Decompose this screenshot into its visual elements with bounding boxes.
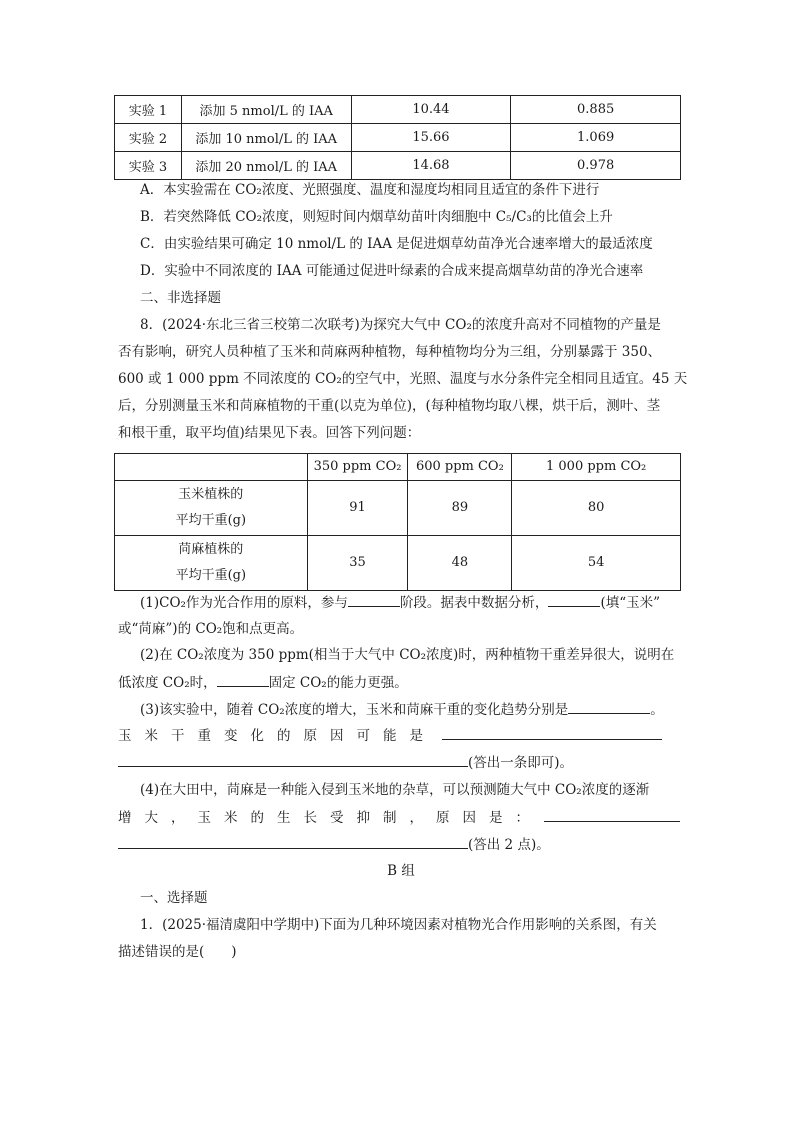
- section-heading: 二、非选择题: [140, 290, 221, 306]
- text: (答出 2 点)。: [468, 837, 550, 853]
- section-heading: 一、选择题: [140, 890, 208, 906]
- row-label-line: 玉米植株的: [178, 487, 244, 502]
- table-row: [115, 96, 681, 124]
- experiment-table: [114, 95, 681, 180]
- row-label-line: 平均干重(g): [175, 513, 247, 528]
- sub-question-4-cont: [118, 807, 684, 828]
- table-cell: 实验 1: [115, 96, 182, 124]
- text: 固定 CO₂的能力更强。: [268, 675, 408, 691]
- table-cell: 48: [408, 536, 512, 591]
- sub-question-3-cont: [118, 752, 684, 773]
- table-header: 600 ppm CO₂: [408, 454, 512, 481]
- table-row: [115, 481, 681, 536]
- option-d: D．实验中不同浓度的 IAA 可能通过促进叶绿素的合成来提高烟草幼苗的净光合速率: [140, 263, 644, 279]
- option-a: A．本实验需在 CO₂浓度、光照强度、温度和湿度均相同且适宜的条件下进行: [140, 182, 600, 198]
- table-row: [115, 536, 681, 591]
- table-cell: 14.68: [351, 152, 511, 180]
- sub-question-4: (4)在大田中，苘麻是一种能入侵到玉米地的杂草，可以预测随大气中 CO₂浓度的逐渐: [140, 782, 650, 798]
- table-cell: 35: [307, 536, 408, 591]
- table-cell: 89: [408, 481, 512, 536]
- table-cell: 54: [512, 536, 681, 591]
- text: 增大，玉米的生长受抑制，原因是：: [118, 810, 542, 826]
- text: 低浓度 CO₂时，: [118, 675, 217, 691]
- dry-weight-table: [114, 453, 681, 591]
- sub-question-3: [140, 699, 706, 720]
- question-line: 1．(2025·福清虞阳中学期中)下面为几种环境因素对植物光合作用影响的关系图，有关: [140, 917, 657, 933]
- question-line: 描述错误的是( ): [118, 944, 237, 960]
- table-header: 350 ppm CO₂: [307, 454, 408, 481]
- question-line: 和根干重，取平均值)结果见下表。回答下列问题：: [118, 425, 421, 441]
- table-header-row: [115, 454, 681, 481]
- text: (1)CO₂作为光合作用的原料，参与: [140, 595, 348, 611]
- text: 。: [650, 702, 664, 718]
- row-label-line: 平均干重(g): [175, 568, 247, 583]
- table-cell: 添加 5 nmol/L 的 IAA: [181, 96, 351, 124]
- answer-blank[interactable]: [544, 807, 680, 822]
- table-cell: 实验 3: [115, 152, 182, 180]
- question-line: 600 或 1 000 ppm 不同浓度的 CO₂的空气中，光照、温度与水分条件完全相同且适宜。45 天: [118, 371, 688, 387]
- text: 玉米干重变化的原因可能是: [118, 728, 436, 744]
- table-cell: 实验 2: [115, 124, 182, 152]
- group-heading: B 组: [387, 863, 415, 879]
- row-label: [115, 536, 308, 591]
- row-label: [115, 481, 308, 536]
- question-line: 8．(2024·东北三省三校第二次联考)为探究大气中 CO₂的浓度升高对不同植物的产量是: [140, 317, 661, 333]
- text: (3)该实验中，随着 CO₂浓度的增大，玉米和苘麻干重的变化趋势分别是: [140, 702, 569, 718]
- answer-blank[interactable]: [568, 699, 650, 714]
- table-cell: 15.66: [351, 124, 511, 152]
- answer-blank[interactable]: [118, 752, 468, 767]
- answer-blank[interactable]: [217, 672, 269, 687]
- table-cell: 0.885: [511, 96, 681, 124]
- text: (填“玉米”: [600, 595, 661, 611]
- table-cell: 添加 10 nmol/L 的 IAA: [181, 124, 351, 152]
- table-cell: 10.44: [351, 96, 511, 124]
- table-cell: 0.978: [511, 152, 681, 180]
- question-line: 否有影响，研究人员种植了玉米和苘麻两种植物，每种植物均分为三组，分别暴露于 350、: [118, 344, 662, 360]
- table-row: [115, 152, 681, 180]
- sub-question-2-cont: [118, 672, 684, 693]
- answer-blank[interactable]: [348, 592, 400, 607]
- sub-question-3-cont: [118, 725, 684, 746]
- text: (答出一条即可)。: [468, 755, 574, 771]
- answer-blank[interactable]: [548, 592, 600, 607]
- sub-question-4-cont: [118, 834, 684, 855]
- option-c: C．由实验结果可确定 10 nmol/L 的 IAA 是促进烟草幼苗净光合速率增大的最适浓度: [140, 236, 653, 252]
- sub-question-1-cont: 或“苘麻”)的 CO₂饱和点更高。: [118, 621, 304, 637]
- table-header: 1 000 ppm CO₂: [512, 454, 681, 481]
- table-header: [115, 454, 308, 481]
- question-line: 后，分别测量玉米和苘麻植物的干重(以克为单位)，(每种植物均取八棵，烘干后，测叶、茎: [118, 398, 661, 414]
- text: 阶段。据表中数据分析，: [399, 595, 549, 611]
- table-cell: 添加 20 nmol/L 的 IAA: [181, 152, 351, 180]
- table-cell: 91: [307, 481, 408, 536]
- option-b: B．若突然降低 CO₂浓度，则短时间内烟草幼苗叶肉细胞中 C₅/C₃的比值会上升: [140, 209, 613, 225]
- answer-blank[interactable]: [442, 725, 662, 740]
- sub-question-1: [140, 592, 706, 613]
- sub-question-2: (2)在 CO₂浓度为 350 ppm(相当于大气中 CO₂浓度)时，两种植物干重差异很大，说明在: [140, 647, 675, 663]
- answer-blank[interactable]: [118, 834, 468, 849]
- row-label-line: 苘麻植株的: [178, 542, 244, 557]
- table-cell: 1.069: [511, 124, 681, 152]
- table-cell: 80: [512, 481, 681, 536]
- table-row: [115, 124, 681, 152]
